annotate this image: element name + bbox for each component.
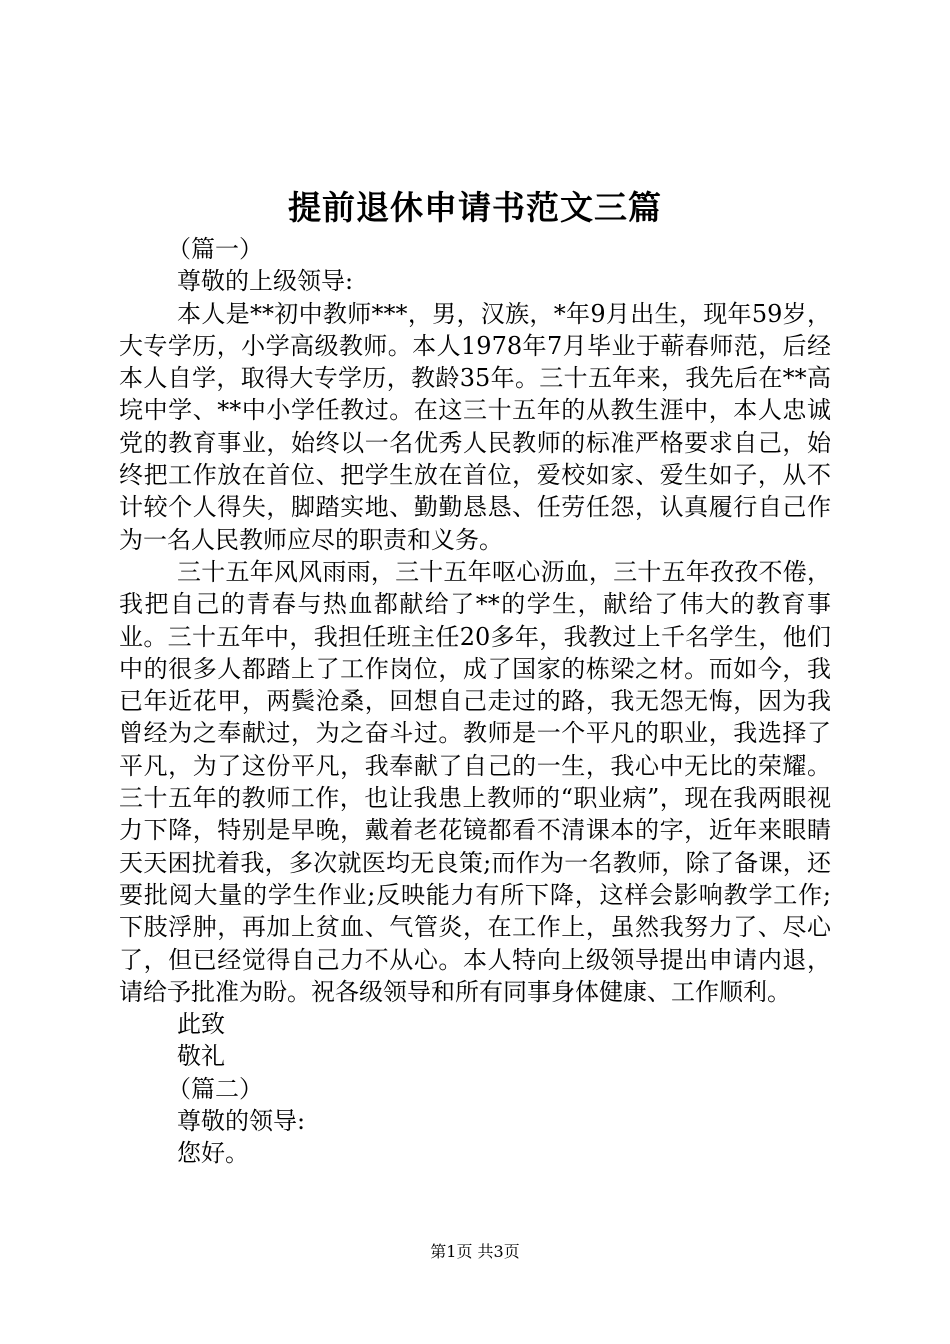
body-paragraph-1: 本人是**初中教师***，男，汉族，*年9月出生，现年59岁，大专学历，小学高级教师。本人1978年7月毕业于蕲春师范，后经本人自学，取得大专学历，教龄35年。三十五年来，我先后在**高垸中学、**中小学任教过。在这三十五年的从教生涯中，本人忠诚党的教育事业，始终以一名优秀人民教师的标准严格要求自己，始终把工作放在首位、把学生放在首位，爱校如家、爱生如子，从不计较个人得失，脚踏实地、勤勤恳恳、任劳任怨，认真履行自己作为一名人民教师应尽的职责和义务。 xyxy=(119,299,831,554)
section-label-2: （篇二） xyxy=(167,1074,263,1103)
closing-line-2: 敬礼 xyxy=(177,1042,225,1071)
salutation-2: 尊敬的领导: xyxy=(177,1107,306,1136)
page-footer: 第1页 共3页 xyxy=(430,1242,520,1261)
greeting-line: 您好。 xyxy=(177,1139,249,1168)
body-paragraph-2: 三十五年风风雨雨，三十五年呕心沥血，三十五年孜孜不倦，我把自己的青春与热血都献给了**的学生，献给了伟大的教育事业。三十五年中，我担任班主任20多年，我教过上千名学生，他们中的很多人都踏上了工作岗位，成了国家的栋梁之材。而如今，我已年近花甲，两鬓沧桑，回想自己走过的路，我无怨无悔，因为我曾经为之奉献过，为之奋斗过。教师是一个平凡的职业，我选择了平凡，为了这份平凡，我奉献了自己的一生，我心中无比的荣耀。三十五年的教师工作，也让我患上教师的“职业病”，现在我两眼视力下降，特别是早晚，戴着老花镜都看不清课本的字，近年来眼睛天天困扰着我，多次就医均无良策;而作为一名教师，除了备课，还要批阅大量的学生作业;反映能力有所下降，这样会影响教学工作;下肢浮肿，再加上贫血、气管炎，在工作上，虽然我努力了、尽心了，但已经觉得自己力不从心。本人特向上级领导提出申请内退，请给予批准为盼。祝各级领导和所有同事身体健康、工作顺利。 xyxy=(119,557,831,1006)
document-title: 提前退休申请书范文三篇 xyxy=(288,188,662,227)
salutation-1: 尊敬的上级领导: xyxy=(177,267,354,296)
section-label-1: （篇一） xyxy=(167,235,263,263)
document-body xyxy=(119,233,831,1170)
closing-line-1: 此致 xyxy=(177,1010,225,1039)
